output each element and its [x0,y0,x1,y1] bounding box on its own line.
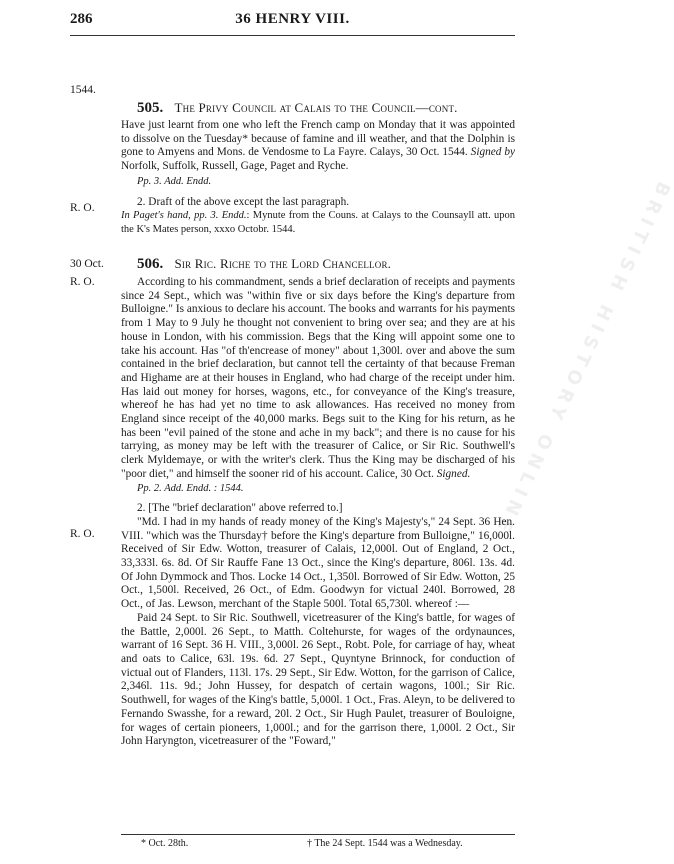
running-title: 36 HENRY VIII. [235,11,350,27]
entry-505-para-1: Have just learnt from one who left the French camp on Monday that it was appointed to dissolve on the Tuesday* because of famine and ill weather, and that the Dolphin is gone to Amyens and Mons. de Vendosme to La Fayre. Calays, 30 Oct. 1544. [121,119,515,159]
entry-506-item-2-payments: Paid 24 Sept. to Sir Ric. Southwell, vicetreasurer of the King's battle, for wages of the Battle, 2,000l. 26 Sept., to Matth. Coltehurste, for wages of the ordynaunces, warrant of 16 Sept. 36 H. VIII., 3,000l. 26 Sept., Robt. Pole, for carriage of hay, wheat and oats to Calice, 63l. 19s. 6d. 27 Sept., Quyntyne Brinnock, for conduction of victual out of Flanders, 113l. 17s. 29 Sept., Sir Edw. Wotton, for the garrison of Calice, 2,346l. 11s. 9d.; John Hussey, for despatch of certain wagons, 100l.; Sir Ric. Southwell, for wages of the King's battle, 5,000l. 1 Oct., Fras. Aleyn, to be delivered to Fernando Swasshe, for a reward, 20l. 2 Oct., Sir Hugh Paulet, treasurer of Bouloigne, for wages of certain pioneers, 1,000l.; and for the garrison there, 1,000l. 2 Oct., Sir John Haryngton, vicetreasurer of the "Foward," [121,611,515,748]
entry-505-pp-line: Pp. 3. Add. Endd. [137,175,212,187]
entry-506-item-2-intro: 2. [The "brief declaration" above referred to.] [137,502,343,515]
margin-ro-2: R. O. [70,276,95,288]
entry-506-para-1: According to his commandment, sends a brief declaration of receipts and payments since 24 Sept., which was "within five or six days before the King's departure from Bulloigne." Is anxious to declare his account. The books and warrants for his payments from 1 May to 9 July he thought not convenient to bring over sea; and they are at his house in London, with his commission. Begs that the King will appoint some one to take his account. Has "of th'encrease of money" about 1,300l. over and above the sum contained in the brief declaration, but cannot tell the certainty of that because Freman and Highame are at their houses in England, who had charge of the receipt under him. Has laid out money for horses, wagons, etc., for conveyance of the King's treasure, whereof he has had yet no time to ask allowances. Has received no money from England since receipt of the 40,000 marks. Begs suit to the King for his return, as he has been "evil pained of the stone and ache in my back"; and there is no cause for his tarrying, as money may be left with the treasurer of Calice, or Sir Ric. Southwell's clerk Myldemaye, or with the writer's clerk. Thus the King may be discharged of his "poor diet," and himself the sooner rid of his account. Calice, 30 Oct. [121,276,515,480]
entry-506-pp-line: Pp. 2. Add. Endd. : 1544. [137,482,244,494]
margin-year: 1544. [70,84,96,96]
footnote-2: † The 24 Sept. 1544 was a Wednesday. [307,838,463,849]
entry-505-item-2: 2. Draft of the above except the last paragraph. [137,195,350,208]
entry-505-item-2-italic: In Paget's hand, pp. 3. Endd. [121,210,247,222]
footnote-1: * Oct. 28th. [141,838,189,849]
header-rule [70,35,515,36]
entry-506-body [121,276,515,749]
entry-505-item-2-rest: : Mynute from the Couns. at Calays to the Counsayll att. upon the K's Mates person, xxxo Octobr. 1544. [121,210,516,235]
entry-506-heading [137,256,515,272]
entry-505-body [121,119,515,237]
entry-505-signed-names: Norfolk, Suffolk, Russell, Gage, Paget and Ryche. [121,160,349,173]
entry-505-signed-label: Signed by [470,146,515,159]
page-number: 286 [70,11,93,27]
entry-506-signed: Signed. [436,467,471,480]
margin-ro-3: R. O. [70,528,95,540]
entry-505-number: 505. [137,100,164,116]
entry-506-title: Sir Ric. Riche to the Lord Chancellor. [174,256,392,271]
watermark: BRITISH HISTORY ONLINE [490,178,674,541]
entry-505-heading [137,100,515,116]
entry-506-number: 506. [137,256,164,272]
margin-ro-1: R. O. [70,202,95,214]
page-header [70,11,515,29]
footnote-rule [121,834,515,835]
entry-505-title: The Privy Council at Calais to the Council—cont. [174,100,458,115]
entry-506-item-2-para: "Md. I had in my hands of ready money of the King's Majesty's," 24 Sept. 36 Hen. VIII. "which was the Thursday† before the King's departure from Bulloigne," 16,000l. Received of Sir Edw. Wotton, treasurer of Calais, 12,000l. Out of England, 2 Oct., 33,333l. 6s. 8d. Of Sir Rauffe Fane 13 Oct., since the King's departure, 806l. 13s. 4d. Of John Dymmock and Thos. Locke 14 Oct., 1,350l. Borrowed of Sir Edw. Wotton, 25 Oct., 1,500l. Received, 26 Oct., of Edm. Goodwyn for victual 240l. Borrowed, 28 Oct., of Jas. Lewson, merchant of the Staple 500l. Total 65,730l. whereof :— [121,515,515,611]
margin-date-506: 30 Oct. [70,258,104,270]
